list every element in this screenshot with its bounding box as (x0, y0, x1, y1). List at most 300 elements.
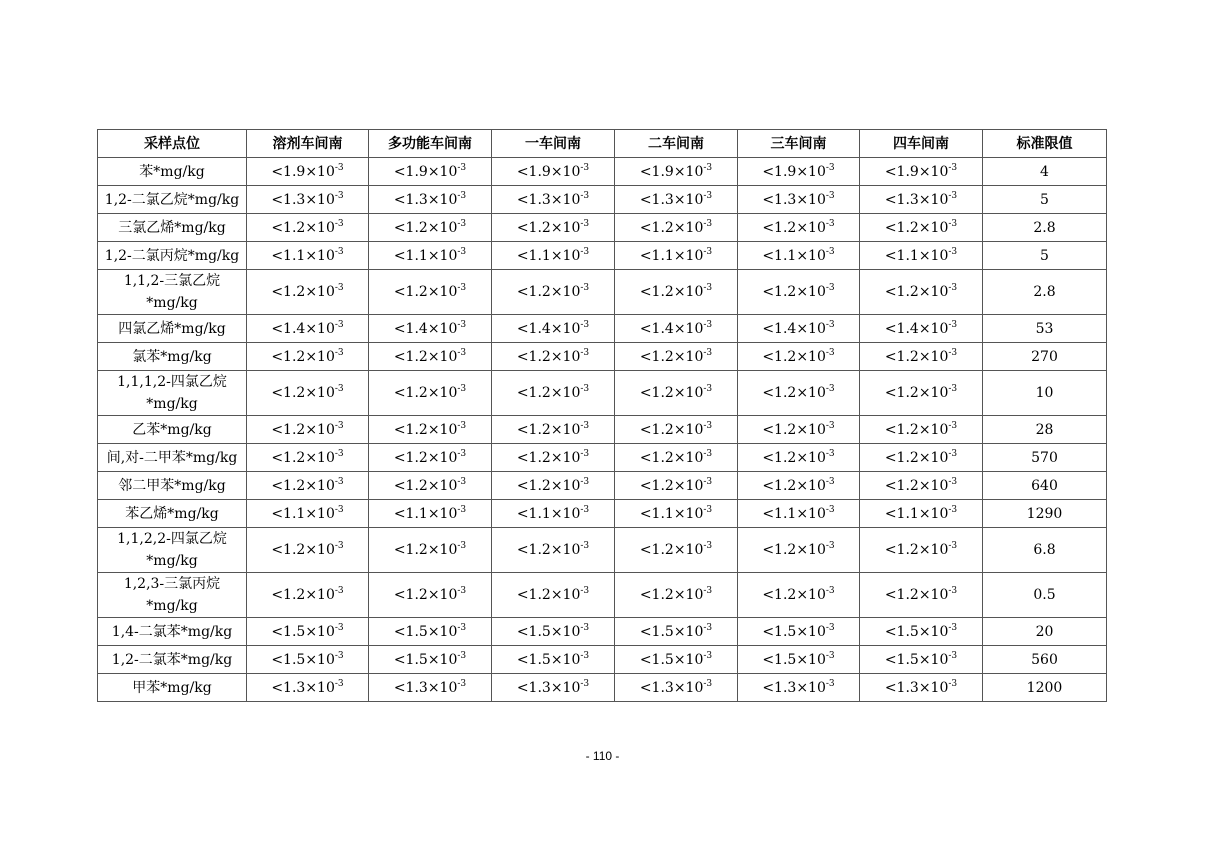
table-row (98, 158, 1107, 186)
measurement-cell (369, 270, 492, 315)
measurement-cell (738, 371, 860, 416)
measurement-exponent: -3 (825, 319, 835, 330)
column-header: 一车间南 (492, 130, 615, 158)
measurement-cell (860, 573, 983, 618)
measurement-base: <1.9×10 (762, 163, 826, 180)
measurement-cell (738, 472, 860, 500)
measurement-exponent: -3 (580, 476, 590, 487)
measurement-base: <1.9×10 (271, 163, 335, 180)
measurement-exponent: -3 (948, 622, 958, 633)
measurement-cell (492, 646, 615, 674)
measurement-base: <1.2×10 (762, 477, 826, 494)
column-header: 三车间南 (738, 130, 860, 158)
sampling-item-cell: 1,1,2,2-四氯乙烷 *mg/kg (98, 528, 247, 573)
measurement-cell (247, 158, 369, 186)
measurement-base: <1.2×10 (762, 284, 826, 300)
measurement-exponent: -3 (457, 504, 467, 515)
standard-limit-cell: 570 (983, 444, 1107, 472)
measurement-exponent: -3 (948, 283, 958, 293)
measurement-cell (247, 371, 369, 416)
measurement-base: <1.4×10 (393, 320, 458, 337)
measurement-base: <1.2×10 (393, 421, 458, 438)
measurement-base: <1.2×10 (516, 385, 581, 401)
measurement-cell (492, 371, 615, 416)
measurement-cell (247, 315, 369, 343)
sampling-item-cell: 间,对-二甲苯*mg/kg (98, 444, 247, 472)
measurement-cell (369, 444, 492, 472)
measurement-base: <1.5×10 (762, 651, 826, 668)
measurement-base: <1.5×10 (762, 623, 826, 640)
measurement-base: <1.2×10 (516, 219, 581, 236)
measurement-exponent: -3 (825, 218, 835, 229)
table-row (98, 270, 1107, 315)
measurement-base: <1.2×10 (762, 542, 826, 558)
measurement-base: <1.4×10 (762, 320, 826, 337)
measurement-exponent: -3 (334, 384, 344, 394)
measurement-cell (615, 315, 738, 343)
measurement-base: <1.3×10 (271, 191, 335, 208)
measurement-exponent: -3 (948, 448, 958, 459)
measurement-cell (860, 270, 983, 315)
measurement-base: <1.2×10 (884, 219, 949, 236)
measurement-exponent: -3 (948, 319, 958, 330)
measurement-cell (738, 270, 860, 315)
measurement-base: <1.1×10 (884, 247, 949, 264)
measurement-base: <1.2×10 (271, 385, 335, 401)
measurement-cell (247, 528, 369, 573)
measurement-cell (247, 242, 369, 270)
measurement-cell (369, 186, 492, 214)
standard-limit-cell: 270 (983, 343, 1107, 371)
measurement-base: <1.2×10 (516, 477, 581, 494)
measurement-base: <1.2×10 (393, 477, 458, 494)
measurement-cell (860, 500, 983, 528)
measurement-cell (615, 500, 738, 528)
measurement-cell (615, 158, 738, 186)
measurement-cell (615, 472, 738, 500)
sampling-item-cell: 苯乙烯*mg/kg (98, 500, 247, 528)
measurement-exponent: -3 (580, 622, 590, 633)
table-row (98, 528, 1107, 573)
column-header: 四车间南 (860, 130, 983, 158)
measurement-exponent: -3 (457, 246, 467, 257)
measurement-cell (615, 242, 738, 270)
measurement-base: <1.4×10 (639, 320, 704, 337)
measurement-exponent: -3 (334, 347, 344, 358)
measurement-base: <1.2×10 (516, 542, 581, 558)
measurement-base: <1.2×10 (393, 385, 458, 401)
measurement-cell (738, 573, 860, 618)
measurement-base: <1.2×10 (639, 449, 704, 466)
measurement-base: <1.2×10 (884, 449, 949, 466)
measurement-exponent: -3 (703, 347, 713, 358)
sampling-item-cell: 1,2-二氯丙烷*mg/kg (98, 242, 247, 270)
measurement-cell (738, 646, 860, 674)
table-row (98, 343, 1107, 371)
measurement-exponent: -3 (580, 162, 590, 173)
table-row (98, 315, 1107, 343)
measurement-base: <1.2×10 (639, 284, 704, 300)
measurement-base: <1.3×10 (516, 191, 581, 208)
measurement-cell (615, 528, 738, 573)
measurement-cell (738, 214, 860, 242)
measurement-base: <1.3×10 (884, 191, 949, 208)
table-row (98, 444, 1107, 472)
measurement-cell (492, 500, 615, 528)
measurement-base: <1.2×10 (516, 449, 581, 466)
measurement-base: <1.2×10 (639, 587, 704, 603)
measurement-cell (369, 472, 492, 500)
table-row (98, 416, 1107, 444)
standard-limit-cell: 20 (983, 618, 1107, 646)
measurement-exponent: -3 (825, 190, 835, 201)
measurement-base: <1.3×10 (639, 191, 704, 208)
measurement-base: <1.2×10 (271, 348, 335, 365)
measurement-base: <1.5×10 (884, 623, 949, 640)
table-row (98, 214, 1107, 242)
standard-limit-cell: 28 (983, 416, 1107, 444)
measurement-cell (369, 214, 492, 242)
measurement-exponent: -3 (580, 347, 590, 358)
table-row (98, 646, 1107, 674)
table-row (98, 674, 1107, 702)
measurement-base: <1.1×10 (639, 247, 704, 264)
measurement-exponent: -3 (580, 190, 590, 201)
measurement-base: <1.1×10 (393, 247, 458, 264)
measurement-exponent: -3 (948, 586, 958, 596)
measurement-exponent: -3 (580, 650, 590, 661)
table-row (98, 618, 1107, 646)
measurement-exponent: -3 (457, 384, 467, 394)
measurement-base: <1.2×10 (393, 449, 458, 466)
sampling-item-cell: 1,2-二氯苯*mg/kg (98, 646, 247, 674)
measurement-cell (615, 214, 738, 242)
measurement-exponent: -3 (703, 384, 713, 394)
measurement-cell (860, 472, 983, 500)
sampling-item-cell: 邻二甲苯*mg/kg (98, 472, 247, 500)
measurement-cell (492, 214, 615, 242)
measurement-cell (615, 416, 738, 444)
measurement-exponent: -3 (948, 162, 958, 173)
column-header: 二车间南 (615, 130, 738, 158)
measurement-base: <1.9×10 (393, 163, 458, 180)
measurement-base: <1.4×10 (516, 320, 581, 337)
measurement-base: <1.2×10 (762, 219, 826, 236)
measurement-cell (369, 528, 492, 573)
measurement-cell (615, 270, 738, 315)
monitoring-results-table (97, 129, 1107, 702)
measurement-cell (369, 500, 492, 528)
measurement-base: <1.2×10 (639, 477, 704, 494)
column-header: 采样点位 (98, 130, 247, 158)
measurement-exponent: -3 (457, 420, 467, 431)
measurement-base: <1.2×10 (639, 542, 704, 558)
measurement-cell (369, 674, 492, 702)
measurement-cell (492, 472, 615, 500)
measurement-cell (615, 674, 738, 702)
measurement-exponent: -3 (825, 541, 835, 551)
measurement-exponent: -3 (334, 586, 344, 596)
measurement-base: <1.2×10 (762, 385, 826, 401)
measurement-exponent: -3 (334, 283, 344, 293)
sampling-item-cell: 氯苯*mg/kg (98, 343, 247, 371)
column-header: 标准限值 (983, 130, 1107, 158)
measurement-base: <1.2×10 (762, 587, 826, 603)
measurement-exponent: -3 (825, 504, 835, 515)
measurement-base: <1.2×10 (271, 421, 335, 438)
measurement-exponent: -3 (457, 190, 467, 201)
measurement-base: <1.5×10 (884, 651, 949, 668)
measurement-base: <1.2×10 (884, 385, 949, 401)
measurement-cell (738, 315, 860, 343)
measurement-exponent: -3 (457, 283, 467, 293)
measurement-exponent: -3 (948, 650, 958, 661)
sampling-item-cell: 甲苯*mg/kg (98, 674, 247, 702)
measurement-cell (247, 646, 369, 674)
measurement-exponent: -3 (334, 420, 344, 431)
measurement-exponent: -3 (703, 586, 713, 596)
measurement-base: <1.5×10 (271, 623, 335, 640)
measurement-cell (738, 528, 860, 573)
measurement-exponent: -3 (580, 384, 590, 394)
table-row (98, 242, 1107, 270)
measurement-cell (492, 186, 615, 214)
column-header: 溶剂车间南 (247, 130, 369, 158)
measurement-exponent: -3 (580, 319, 590, 330)
measurement-cell (738, 618, 860, 646)
measurement-cell (860, 618, 983, 646)
measurement-cell (738, 416, 860, 444)
measurement-base: <1.2×10 (884, 477, 949, 494)
measurement-cell (738, 343, 860, 371)
measurement-cell (860, 343, 983, 371)
measurement-exponent: -3 (334, 190, 344, 201)
measurement-base: <1.2×10 (516, 348, 581, 365)
sampling-item-cell: 1,2,3-三氯丙烷 *mg/kg (98, 573, 247, 618)
measurement-base: <1.5×10 (639, 623, 704, 640)
measurement-cell (738, 500, 860, 528)
measurement-cell (738, 444, 860, 472)
measurement-cell (369, 343, 492, 371)
page-number: - 110 - (585, 749, 620, 763)
measurement-exponent: -3 (703, 448, 713, 459)
measurement-cell (615, 371, 738, 416)
measurement-base: <1.2×10 (271, 477, 335, 494)
table-row (98, 472, 1107, 500)
measurement-exponent: -3 (457, 448, 467, 459)
measurement-base: <1.3×10 (639, 679, 704, 696)
measurement-cell (615, 186, 738, 214)
measurement-cell (492, 444, 615, 472)
measurement-exponent: -3 (703, 622, 713, 633)
measurement-cell (860, 186, 983, 214)
measurement-exponent: -3 (580, 678, 590, 689)
measurement-exponent: -3 (948, 678, 958, 689)
standard-limit-cell: 2.8 (983, 214, 1107, 242)
measurement-base: <1.2×10 (393, 348, 458, 365)
measurement-base: <1.1×10 (516, 505, 581, 522)
measurement-base: <1.3×10 (393, 191, 458, 208)
measurement-cell (247, 674, 369, 702)
measurement-cell (247, 416, 369, 444)
measurement-exponent: -3 (457, 319, 467, 330)
measurement-cell (247, 444, 369, 472)
measurement-base: <1.2×10 (884, 421, 949, 438)
measurement-base: <1.2×10 (393, 587, 458, 603)
standard-limit-cell: 5 (983, 242, 1107, 270)
sampling-item-cell: 四氯乙烯*mg/kg (98, 315, 247, 343)
measurement-exponent: -3 (580, 420, 590, 431)
measurement-cell (860, 242, 983, 270)
measurement-exponent: -3 (457, 347, 467, 358)
table-row (98, 573, 1107, 618)
measurement-exponent: -3 (580, 541, 590, 551)
measurement-exponent: -3 (703, 650, 713, 661)
measurement-cell (860, 214, 983, 242)
measurement-exponent: -3 (580, 283, 590, 293)
measurement-cell (247, 214, 369, 242)
measurement-exponent: -3 (334, 678, 344, 689)
measurement-base: <1.2×10 (271, 587, 335, 603)
measurement-base: <1.1×10 (516, 247, 581, 264)
measurement-cell (247, 186, 369, 214)
measurement-cell (860, 158, 983, 186)
measurement-exponent: -3 (580, 448, 590, 459)
table-header-row (98, 130, 1107, 158)
measurement-exponent: -3 (334, 476, 344, 487)
measurement-base: <1.5×10 (516, 623, 581, 640)
measurement-exponent: -3 (948, 504, 958, 515)
measurement-cell (492, 158, 615, 186)
measurement-exponent: -3 (948, 384, 958, 394)
measurement-exponent: -3 (703, 319, 713, 330)
measurement-cell (615, 573, 738, 618)
measurement-exponent: -3 (703, 190, 713, 201)
measurement-exponent: -3 (580, 218, 590, 229)
measurement-exponent: -3 (334, 622, 344, 633)
measurement-exponent: -3 (825, 384, 835, 394)
measurement-exponent: -3 (825, 678, 835, 689)
measurement-base: <1.5×10 (393, 651, 458, 668)
measurement-cell (492, 618, 615, 646)
measurement-base: <1.1×10 (271, 505, 335, 522)
measurement-exponent: -3 (457, 162, 467, 173)
sampling-item-cell: 1,1,1,2-四氯乙烷 *mg/kg (98, 371, 247, 416)
measurement-cell (369, 158, 492, 186)
measurement-exponent: -3 (457, 678, 467, 689)
measurement-exponent: -3 (825, 586, 835, 596)
measurement-base: <1.9×10 (884, 163, 949, 180)
measurement-exponent: -3 (457, 218, 467, 229)
measurement-exponent: -3 (703, 504, 713, 515)
measurement-base: <1.9×10 (516, 163, 581, 180)
measurement-base: <1.2×10 (639, 219, 704, 236)
measurement-base: <1.3×10 (884, 679, 949, 696)
measurement-exponent: -3 (457, 650, 467, 661)
measurement-exponent: -3 (703, 420, 713, 431)
measurement-exponent: -3 (334, 162, 344, 173)
measurement-base: <1.2×10 (516, 421, 581, 438)
standard-limit-cell: 5 (983, 186, 1107, 214)
measurement-cell (615, 618, 738, 646)
measurement-cell (492, 573, 615, 618)
measurement-cell (369, 646, 492, 674)
sampling-item-cell: 1,1,2-三氯乙烷 *mg/kg (98, 270, 247, 315)
measurement-base: <1.4×10 (884, 320, 949, 337)
measurement-exponent: -3 (580, 504, 590, 515)
measurement-exponent: -3 (948, 347, 958, 358)
measurement-exponent: -3 (334, 319, 344, 330)
standard-limit-cell: 2.8 (983, 270, 1107, 315)
sampling-item-cell: 1,2-二氯乙烷*mg/kg (98, 186, 247, 214)
measurement-base: <1.2×10 (639, 421, 704, 438)
measurement-base: <1.2×10 (271, 449, 335, 466)
measurement-cell (369, 573, 492, 618)
measurement-cell (369, 371, 492, 416)
measurement-exponent: -3 (457, 541, 467, 551)
measurement-exponent: -3 (948, 541, 958, 551)
measurement-exponent: -3 (703, 476, 713, 487)
standard-limit-cell: 4 (983, 158, 1107, 186)
measurement-cell (860, 444, 983, 472)
measurement-base: <1.2×10 (516, 284, 581, 300)
measurement-base: <1.9×10 (639, 163, 704, 180)
measurement-base: <1.2×10 (393, 219, 458, 236)
measurement-exponent: -3 (703, 678, 713, 689)
measurement-cell (860, 528, 983, 573)
measurement-exponent: -3 (334, 218, 344, 229)
measurement-exponent: -3 (825, 622, 835, 633)
measurement-cell (492, 242, 615, 270)
standard-limit-cell: 1290 (983, 500, 1107, 528)
measurement-base: <1.3×10 (762, 679, 826, 696)
measurement-base: <1.2×10 (516, 587, 581, 603)
measurement-base: <1.2×10 (393, 284, 458, 300)
measurement-base: <1.3×10 (762, 191, 826, 208)
measurement-base: <1.1×10 (271, 247, 335, 264)
measurement-cell (492, 674, 615, 702)
measurement-exponent: -3 (457, 586, 467, 596)
measurement-cell (492, 270, 615, 315)
measurement-cell (615, 343, 738, 371)
measurement-cell (369, 416, 492, 444)
measurement-base: <1.2×10 (884, 587, 949, 603)
measurement-cell (247, 573, 369, 618)
measurement-base: <1.3×10 (271, 679, 335, 696)
measurement-base: <1.3×10 (393, 679, 458, 696)
measurement-cell (247, 500, 369, 528)
column-header: 多功能车间南 (369, 130, 492, 158)
measurement-cell (247, 472, 369, 500)
measurement-exponent: -3 (948, 218, 958, 229)
measurement-cell (369, 242, 492, 270)
measurement-cell (738, 186, 860, 214)
measurement-exponent: -3 (948, 420, 958, 431)
standard-limit-cell: 640 (983, 472, 1107, 500)
measurement-cell (615, 444, 738, 472)
measurement-cell (492, 315, 615, 343)
measurement-exponent: -3 (334, 650, 344, 661)
measurement-cell (738, 158, 860, 186)
standard-limit-cell: 560 (983, 646, 1107, 674)
table-row (98, 186, 1107, 214)
measurement-exponent: -3 (580, 246, 590, 257)
measurement-base: <1.5×10 (271, 651, 335, 668)
measurement-base: <1.5×10 (516, 651, 581, 668)
measurement-exponent: -3 (334, 504, 344, 515)
measurement-cell (738, 674, 860, 702)
standard-limit-cell: 6.8 (983, 528, 1107, 573)
